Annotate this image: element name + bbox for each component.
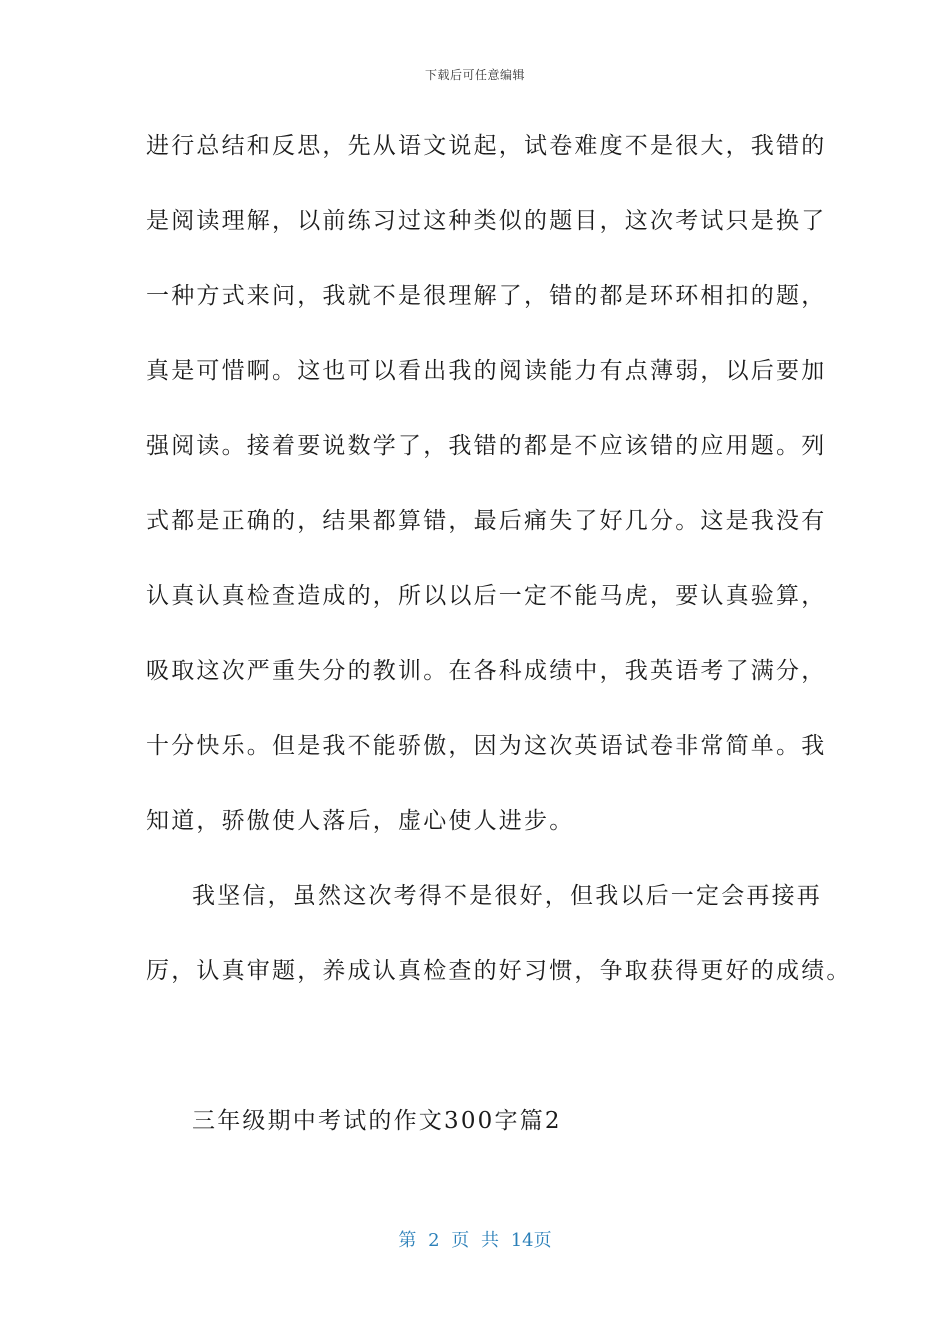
document-body [146, 120, 852, 1170]
paragraph-1-line-10: 知道，骄傲使人落后，虚心使人进步。 [146, 808, 575, 834]
paragraph-1-line-6: 式都是正确的，结果都算错，最后痛失了好几分。这是我没有 [146, 508, 827, 534]
paragraph-1-line-7: 认真认真检查造成的，所以以后一定不能马虎，要认真验算， [146, 583, 827, 609]
paragraph-1-line-5: 强阅读。接着要说数学了，我错的都是不应该错的应用题。列 [146, 433, 827, 459]
paragraph-1-line-8: 吸取这次严重失分的教训。在各科成绩中，我英语考了满分， [146, 658, 827, 684]
paragraph-2-line-1: 我坚信，虽然这次考得不是很好，但我以后一定会再接再 [192, 883, 822, 909]
paragraph-2-line-2: 厉，认真审题，养成认真检查的好习惯，争取获得更好的成绩。 [146, 958, 852, 984]
download-note: 下载后可任意编辑 [424, 68, 525, 82]
paragraph-1-line-9: 十分快乐。但是我不能骄傲，因为这次英语试卷非常简单。我 [146, 733, 827, 759]
paragraph-1-line-3: 一种方式来问，我就不是很理解了，错的都是环环相扣的题， [146, 283, 827, 309]
paragraph-1-line-2: 是阅读理解，以前练习过这种类似的题目，这次考试只是换了 [146, 208, 827, 234]
page-number: 第 2 页 共 14页 [398, 1230, 552, 1251]
blank-line [146, 1020, 806, 1095]
paragraph-1-line-4: 真是可惜啊。这也可以看出我的阅读能力有点薄弱，以后要加 [146, 358, 827, 384]
section-title: 三年级期中考试的作文300字篇2 [192, 1108, 562, 1134]
paragraph-1-line-1: 进行总结和反思，先从语文说起，试卷难度不是很大，我错的 [146, 133, 827, 159]
